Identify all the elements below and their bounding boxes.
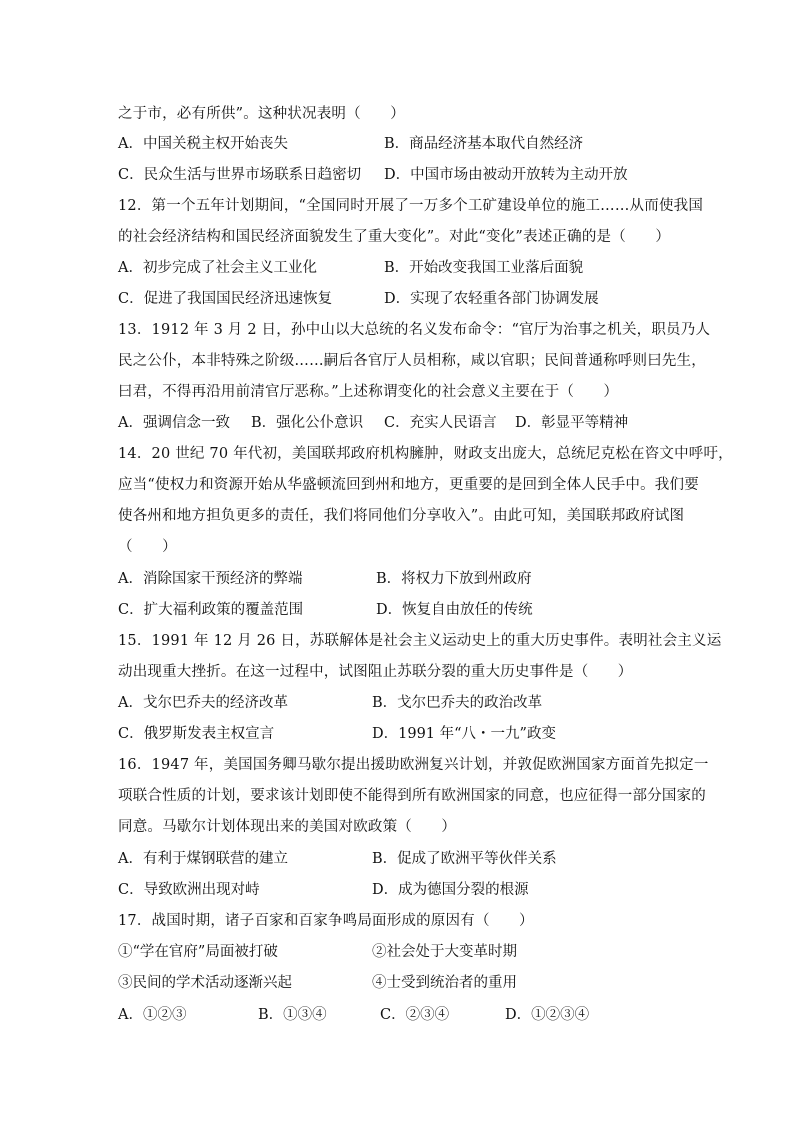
q15-option-a: A．戈尔巴乔夫的经济改革: [118, 695, 288, 711]
q14-option-a: A．消除国家干预经济的弊端: [118, 571, 303, 587]
q17-item-2: ②社会处于大变革时期: [372, 944, 517, 960]
q14-stem-line-1: 14．20 世纪 70 年代初，美国联邦政府机构臃肿，财政支出庞大，总统尼克松在咨文中呼吁，: [118, 446, 733, 462]
q13-option-c: C．充实人民语言: [384, 415, 497, 431]
q11-option-a: A．中国关税主权开始丧失: [118, 136, 288, 152]
q14-stem-line-2: 应当“使权力和资源开始从华盛顿流回到州和地方，更重要的是回到全体人民手中。我们要: [118, 477, 699, 493]
q11-option-c: C．民众生活与世界市场联系日趋密切: [118, 167, 362, 183]
q13-stem-line-2: 民之公仆，本非特殊之阶级……嗣后各官厅人员相称，咸以官职；民间普通称呼则曰先生，: [118, 353, 706, 369]
q15-stem-line-2: 动出现重大挫折。在这一过程中，试图阻止苏联分裂的重大历史事件是（ ）: [118, 664, 633, 680]
q14-option-b: B．将权力下放到州政府: [376, 571, 532, 587]
q13-option-b: B．强化公仆意识: [251, 415, 364, 431]
q12-option-b: B．开始改变我国工业落后面貌: [384, 260, 584, 276]
q14-option-d: D．恢复自由放任的传统: [376, 602, 533, 618]
q11-stem: 之于市，必有所供”。这种状况表明（ ）: [118, 106, 405, 122]
q12-option-d: D．实现了农轻重各部门协调发展: [384, 291, 599, 307]
q15-stem-line-1: 15．1991 年 12 月 26 日，苏联解体是社会主义运动史上的重大历史事件。表明社会主义运: [118, 633, 722, 649]
q17-option-a: A．①②③: [118, 1007, 187, 1023]
q17-stem-line-1: 17．战国时期，诸子百家和百家争鸣局面形成的原因有（ ）: [118, 913, 534, 929]
q14-stem-line-3: 使各州和地方担负更多的责任，我们将同他们分享收入”。由此可知，美国联邦政府试图: [118, 508, 685, 524]
q12-option-c: C．促进了我国国民经济迅速恢复: [118, 291, 333, 307]
q16-stem-line-3: 同意。马歇尔计划体现出来的美国对欧政策（ ）: [118, 819, 457, 835]
q15-option-d: D．1991 年“八・一九”政变: [372, 726, 556, 742]
q17-option-c: C．②③④: [380, 1007, 450, 1023]
q13-stem-line-1: 13．1912 年 3 月 2 日，孙中山以大总统的名义发布命令：“官厅为治事之机关，职员乃人: [118, 322, 711, 338]
q17-item-4: ④士受到统治者的重用: [372, 975, 517, 991]
q16-option-a: A．有利于煤钢联营的建立: [118, 851, 288, 867]
q16-option-c: C．导致欧洲出现对峙: [118, 882, 260, 898]
q16-stem-line-1: 16．1947 年，美国国务卿马歇尔提出援助欧洲复兴计划，并敦促欧洲国家方面首先拟定一: [118, 757, 709, 773]
q17-option-b: B．①③④: [258, 1007, 327, 1023]
q16-option-b: B．促成了欧洲平等伙伴关系: [372, 851, 557, 867]
q11-option-b: B．商品经济基本取代自然经济: [384, 136, 584, 152]
q17-item-1: ①“学在官府”局面被打破: [118, 944, 278, 960]
q16-stem-line-2: 项联合性质的计划，要求该计划即使不能得到所有欧洲国家的同意，也应征得一部分国家的: [118, 788, 706, 804]
q14-stem-line-4: （ ）: [118, 539, 177, 555]
q13-stem-line-3: 曰君，不得再沿用前清官厅恶称。”上述称谓变化的社会意义主要在于（ ）: [118, 384, 619, 400]
q12-stem-line-2: 的社会经济结构和国民经济面貌发生了重大变化”。对此“变化”表述正确的是（ ）: [118, 229, 671, 245]
q12-option-a: A．初步完成了社会主义工业化: [118, 260, 317, 276]
q17-item-3: ③民间的学术活动逐渐兴起: [118, 975, 292, 991]
q16-option-d: D．成为德国分裂的根源: [372, 882, 529, 898]
q14-option-c: C．扩大福利政策的覆盖范围: [118, 602, 304, 618]
q11-option-d: D．中国市场由被动开放转为主动开放: [384, 167, 628, 183]
q13-option-d: D．彰显平等精神: [515, 415, 629, 431]
q13-option-a: A．强调信念一致: [118, 415, 230, 431]
q15-option-b: B．戈尔巴乔夫的政治改革: [372, 695, 543, 711]
q12-stem-line-1: 12．第一个五年计划期间，“全国同时开展了一万多个工矿建设单位的施工……从而使我国: [118, 198, 704, 214]
q17-option-d: D．①②③④: [505, 1007, 590, 1023]
q15-option-c: C．俄罗斯发表主权宣言: [118, 726, 275, 742]
